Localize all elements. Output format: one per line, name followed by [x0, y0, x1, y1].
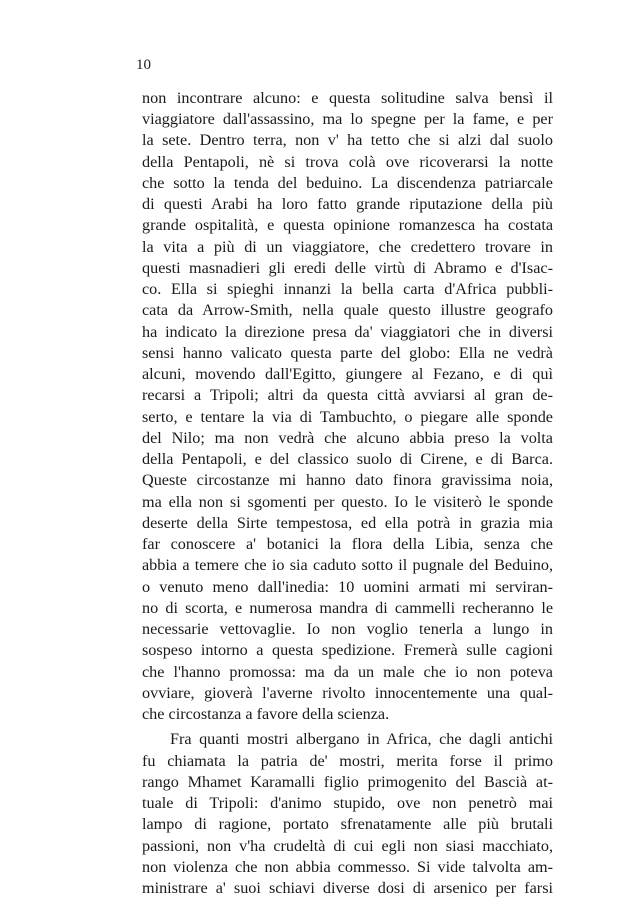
text-line: Queste circostanze mi hanno dato finora gravissima noia, [142, 471, 553, 490]
text-line: ma ella non si sgomenti per questo. Io le visiterò le sponde [142, 492, 553, 511]
text-line: necessarie vettovaglie. Io non voglio tenerla a lungo in [142, 620, 553, 639]
text-line: lampo di ragione, portato sfrenatamente alle più brutali [142, 815, 553, 834]
text-line: far conoscere a' botanici la flora della Libia, senza che [142, 535, 553, 554]
text-line: la sete. Dentro terra, non v' ha tetto che si alzi dal suolo [142, 131, 553, 150]
text-line: grande ospitalità, e questa opinione romanzesca ha costata [142, 216, 553, 235]
text-line: non incontrare alcuno: e questa solitudine salva bensì il [142, 89, 553, 107]
text-line: no di scorta, e numerosa mandra di cammelli recheranno le [142, 598, 553, 617]
text-line: sensi hanno valicato questa parte del globo: Ella ne vedrà [142, 343, 553, 362]
paragraph-end-line: che circostanza a favore della scienza. [142, 705, 390, 724]
text-line: ministrare a' suoi schiavi diverse dosi di arsenico per farsi [142, 879, 553, 897]
text-line: fu chiamata la patria de' mostri, merita forse il primo [142, 751, 553, 770]
text-line: ha indicato la direzione presa da' viaggiatori che in diversi [142, 322, 553, 341]
text-line: cata da Arrow-Smith, nella quale questo illustre geografo [142, 301, 553, 320]
text-line: la vita a più di un viaggiatore, che credettero trovare in [142, 237, 553, 256]
text-line: della Pentapoli, e del classico suolo di Cirene, e di Barca. [142, 450, 553, 469]
text-line: che l'hanno promossa: ma da un male che io non poteva [142, 662, 553, 681]
text-line: abbia a temere che io sia caduto sotto il pugnale del Beduino, [142, 556, 553, 575]
text-line: della Pentapoli, nè si trova colà ove ricoverarsi la notte [142, 152, 553, 171]
text-line: che sotto la tenda del beduino. La discendenza patriarcale [142, 173, 553, 192]
text-line: rango Mhamet Karamalli figlio primogenito del Bascià at- [142, 772, 553, 791]
text-line: passioni, non v'ha crudeltà di cui egli non siasi macchiato, [142, 836, 553, 855]
paragraph-start-line: Fra quanti mostri albergano in Africa, che dagli antichi [170, 730, 553, 749]
text-line: alcuni, movendo dall'Egitto, giungere al Fezano, e di quì [142, 365, 553, 384]
text-line: questi masnadieri gli eredi delle virtù di Abramo e d'Isac- [142, 258, 553, 277]
text-line: serto, e tentare la via di Tambuchto, o piegare alle sponde [142, 407, 553, 426]
text-line: di questi Arabi ha loro fatto grande riputazione della più [142, 195, 553, 214]
page-number: 10 [136, 57, 151, 73]
text-line: recarsi a Tripoli; altri da questa città avviarsi al gran de- [142, 386, 553, 405]
text-line: viaggiatore dall'assassino, ma lo spegne per la fame, e per [142, 110, 553, 129]
text-line: tuale di Tripoli: d'animo stupido, ove non penetrò mai [142, 794, 553, 813]
text-line: non violenza che non abbia commesso. Si vide talvolta am- [142, 857, 553, 876]
text-line: co. Ella si spieghi innanzi la bella carta d'Africa pubbli- [142, 280, 553, 299]
text-line: del Nilo; ma non vedrà che alcuno abbia preso la volta [142, 428, 553, 447]
text-line: ovviare, gioverà l'averne rivolto innocentemente una qual- [142, 683, 553, 702]
text-line: sospeso intorno a questa spedizione. Fremerà sulle cagioni [142, 641, 553, 660]
text-line: o venuto meno dall'inedia: 10 uomini armati mi serviran- [142, 577, 553, 596]
text-line: deserte della Sirte tempestosa, ed ella potrà in grazia mia [142, 513, 553, 532]
